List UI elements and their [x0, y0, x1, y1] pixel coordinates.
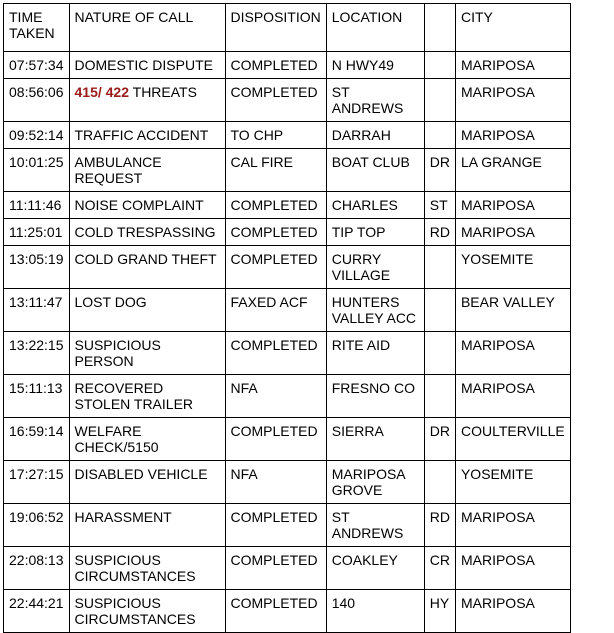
- cell-nature: RECOVERED STOLEN TRAILER: [69, 375, 225, 418]
- table-row: [4, 332, 571, 375]
- cell-suffix: [424, 52, 455, 79]
- header-time: TIME TAKEN: [4, 4, 70, 52]
- cell-city: MARIPOSA: [455, 375, 570, 418]
- header-location: LOCATION: [326, 4, 424, 52]
- cell-location: COAKLEY: [326, 547, 424, 590]
- table-row: [4, 418, 571, 461]
- table-row: [4, 289, 571, 332]
- cell-disposition: FAXED ACF: [225, 289, 326, 332]
- table-row: [4, 590, 571, 633]
- cell-disposition: NFA: [225, 375, 326, 418]
- cell-city: YOSEMITE: [455, 461, 570, 504]
- table-row: [4, 122, 571, 149]
- cell-nature: DISABLED VEHICLE: [69, 461, 225, 504]
- cell-city: MARIPOSA: [455, 52, 570, 79]
- table-row: [4, 461, 571, 504]
- cell-city: MARIPOSA: [455, 79, 570, 122]
- table-row: [4, 547, 571, 590]
- cell-suffix: DR: [424, 149, 455, 192]
- cell-suffix: [424, 122, 455, 149]
- nature-text: THREATS: [129, 84, 197, 100]
- cell-suffix: RD: [424, 219, 455, 246]
- cell-city: MARIPOSA: [455, 192, 570, 219]
- table-row: [4, 52, 571, 79]
- cell-nature: [69, 79, 225, 122]
- cell-location: CHARLES: [326, 192, 424, 219]
- cell-location: FRESNO CO: [326, 375, 424, 418]
- table-row: [4, 375, 571, 418]
- cell-city: MARIPOSA: [455, 590, 570, 633]
- table-row: [4, 149, 571, 192]
- cell-disposition: COMPLETED: [225, 79, 326, 122]
- cell-city: MARIPOSA: [455, 332, 570, 375]
- cell-location: CURRY VILLAGE: [326, 246, 424, 289]
- cell-time: 13:22:15: [4, 332, 70, 375]
- cell-time: 07:57:34: [4, 52, 70, 79]
- cell-time: 16:59:14: [4, 418, 70, 461]
- cell-suffix: [424, 79, 455, 122]
- cell-nature: HARASSMENT: [69, 504, 225, 547]
- table-row: [4, 219, 571, 246]
- cell-city: COULTERVILLE: [455, 418, 570, 461]
- header-disposition: DISPOSITION: [225, 4, 326, 52]
- cell-location: RITE AID: [326, 332, 424, 375]
- cell-nature: COLD GRAND THEFT: [69, 246, 225, 289]
- cell-nature: LOST DOG: [69, 289, 225, 332]
- cell-nature: WELFARE CHECK/5150: [69, 418, 225, 461]
- cell-time: 11:11:46: [4, 192, 70, 219]
- cell-nature: TRAFFIC ACCIDENT: [69, 122, 225, 149]
- cell-disposition: COMPLETED: [225, 219, 326, 246]
- header-nature: NATURE OF CALL: [69, 4, 225, 52]
- cell-location: SIERRA: [326, 418, 424, 461]
- cell-nature: SUSPICIOUS CIRCUMSTANCES: [69, 547, 225, 590]
- cell-city: MARIPOSA: [455, 219, 570, 246]
- cell-time: 11:25:01: [4, 219, 70, 246]
- cell-disposition: COMPLETED: [225, 246, 326, 289]
- cell-city: LA GRANGE: [455, 149, 570, 192]
- cell-disposition: NFA: [225, 461, 326, 504]
- cell-city: YOSEMITE: [455, 246, 570, 289]
- cell-suffix: [424, 461, 455, 504]
- table-row: [4, 504, 571, 547]
- cell-location: TIP TOP: [326, 219, 424, 246]
- cell-suffix: HY: [424, 590, 455, 633]
- cell-city: MARIPOSA: [455, 547, 570, 590]
- header-suffix: [424, 4, 455, 52]
- table-row: [4, 246, 571, 289]
- cell-suffix: [424, 375, 455, 418]
- cell-disposition: COMPLETED: [225, 52, 326, 79]
- cell-location: MARIPOSA GROVE: [326, 461, 424, 504]
- cell-disposition: COMPLETED: [225, 590, 326, 633]
- cell-location: HUNTERS VALLEY ACC: [326, 289, 424, 332]
- cell-suffix: [424, 246, 455, 289]
- cell-time: 19:06:52: [4, 504, 70, 547]
- cell-time: 08:56:06: [4, 79, 70, 122]
- cell-nature: AMBULANCE REQUEST: [69, 149, 225, 192]
- cell-disposition: TO CHP: [225, 122, 326, 149]
- cell-nature: SUSPICIOUS CIRCUMSTANCES: [69, 590, 225, 633]
- cell-disposition: COMPLETED: [225, 504, 326, 547]
- header-city: CITY: [455, 4, 570, 52]
- cell-nature: NOISE COMPLAINT: [69, 192, 225, 219]
- cell-location: ST ANDREWS: [326, 79, 424, 122]
- cell-location: N HWY49: [326, 52, 424, 79]
- cell-time: 17:27:15: [4, 461, 70, 504]
- cell-city: MARIPOSA: [455, 122, 570, 149]
- cell-nature: DOMESTIC DISPUTE: [69, 52, 225, 79]
- cell-location: ST ANDREWS: [326, 504, 424, 547]
- cell-suffix: ST: [424, 192, 455, 219]
- cell-time: 09:52:14: [4, 122, 70, 149]
- cell-location: BOAT CLUB: [326, 149, 424, 192]
- cell-city: BEAR VALLEY: [455, 289, 570, 332]
- cell-disposition: COMPLETED: [225, 547, 326, 590]
- cell-location: 140: [326, 590, 424, 633]
- cell-suffix: DR: [424, 418, 455, 461]
- cell-suffix: RD: [424, 504, 455, 547]
- cell-time: 22:44:21: [4, 590, 70, 633]
- cell-time: 13:11:47: [4, 289, 70, 332]
- cell-time: 22:08:13: [4, 547, 70, 590]
- cell-suffix: [424, 332, 455, 375]
- cell-time: 15:11:13: [4, 375, 70, 418]
- cell-disposition: COMPLETED: [225, 192, 326, 219]
- cell-nature: COLD TRESPASSING: [69, 219, 225, 246]
- table-row: [4, 79, 571, 122]
- table-row: [4, 192, 571, 219]
- cell-disposition: COMPLETED: [225, 332, 326, 375]
- cell-disposition: COMPLETED: [225, 418, 326, 461]
- cell-time: 10:01:25: [4, 149, 70, 192]
- nature-code: 415/ 422: [74, 84, 129, 100]
- cell-city: MARIPOSA: [455, 504, 570, 547]
- header-row: [4, 4, 571, 52]
- call-log-table: [3, 3, 571, 633]
- cell-location: DARRAH: [326, 122, 424, 149]
- cell-suffix: CR: [424, 547, 455, 590]
- cell-nature: SUSPICIOUS PERSON: [69, 332, 225, 375]
- cell-suffix: [424, 289, 455, 332]
- cell-time: 13:05:19: [4, 246, 70, 289]
- cell-disposition: CAL FIRE: [225, 149, 326, 192]
